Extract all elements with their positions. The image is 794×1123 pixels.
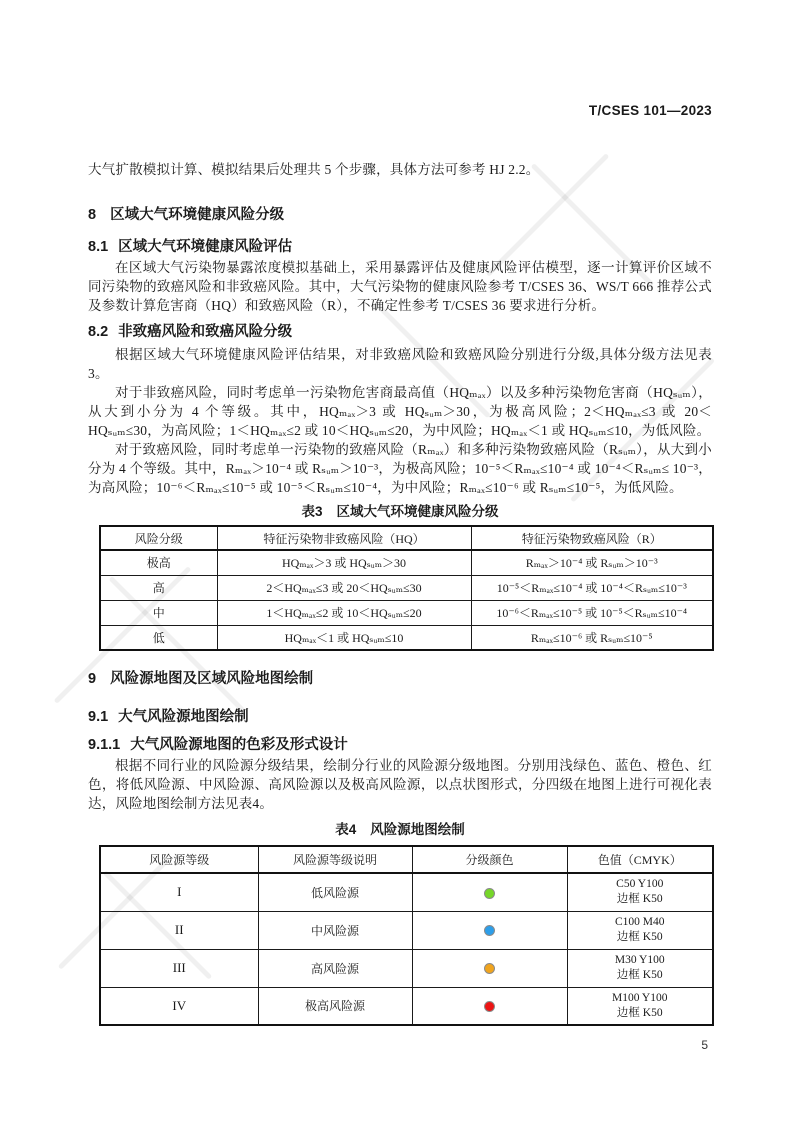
table-cell: 极高: [100, 550, 217, 575]
table3-label: 表3: [301, 504, 323, 519]
heading-section-9-1-1: [88, 735, 712, 755]
table-risk-source-map: [99, 845, 714, 1026]
section-number: 9.1: [88, 709, 109, 725]
color-cell: [412, 987, 567, 1025]
section-title: 风险源地图及区域风险地图绘制: [110, 671, 314, 687]
heading-section-9-1: [88, 707, 712, 727]
paragraph-8-2-3: 对于致癌风险，同时考虑单一污染物的致癌风险（Rₘₐₓ）和多种污染物致癌风险（Rₛᵤₘ），从大到小分为 4 个等级。其中，Rₘₐₓ＞10⁻⁴ 或 Rₛᵤₘ＞10⁻³，为极高风险；10⁻⁵＜Rₘₐₓ≤10⁻⁴ 或 10⁻⁴＜Rₛᵤₘ≤ 10⁻³，为高风险；10⁻⁶＜Rₘₐₓ≤10⁻⁵ 或 10⁻⁵＜Rₛᵤₘ≤10⁻⁴，为中风险；Rₘₐₓ≤10⁻⁶ 或 Rₛᵤₘ≤10⁻⁵，为低风险。: [88, 442, 712, 495]
column-header: 特征污染物非致癌风险（HQ）: [217, 526, 471, 550]
table-header-row: [100, 526, 713, 550]
table-cell: 低: [100, 625, 217, 650]
cmyk-value: C50 Y100: [616, 878, 664, 891]
section-number: 9.1.1: [88, 737, 121, 753]
table-cell: 2＜HQₘₐₓ≤3 或 20＜HQₛᵤₘ≤30: [217, 575, 471, 600]
column-header: 风险源等级说明: [258, 846, 412, 873]
column-header: 风险分级: [100, 526, 217, 550]
doc-number: T/CSES 101—2023: [588, 103, 712, 118]
table-cell: 中: [100, 600, 217, 625]
risk-level-1-dot-icon: [484, 888, 495, 899]
table-cell: 高: [100, 575, 217, 600]
paragraph-9-1-1: 根据不同行业的风险源分级结果，绘制分行业的风险源分级地图。分别用浅绿色、蓝色、橙色、红色，将低风险源、中风险源、高风险源以及极高风险源，以点状图形式，分四级在地图上进行可视化表达，风险地图绘制方法见表4。: [88, 758, 712, 811]
page-number: 5: [701, 1038, 708, 1052]
cmyk-border-value: 边框 K50: [616, 969, 663, 981]
table3-title: [88, 503, 712, 521]
table-cell: HQₘₐₓ＜1 或 HQₛᵤₘ≤10: [217, 625, 471, 650]
column-header: 分级颜色: [412, 846, 567, 873]
table-cell: Rₘₐₓ＞10⁻⁴ 或 Rₛᵤₘ＞10⁻³: [471, 550, 713, 575]
color-cell: [412, 873, 567, 911]
section-title: 大气风险源地图绘制: [118, 709, 249, 725]
cmyk-cell: [567, 987, 713, 1025]
column-header: 特征污染物致癌风险（R）: [471, 526, 713, 550]
table-row: [100, 911, 713, 949]
table-row: [100, 600, 713, 625]
table-header-row: [100, 846, 713, 873]
risk-level-3-dot-icon: [484, 963, 495, 974]
table4-label: 表4: [335, 822, 357, 837]
table-cell: 10⁻⁶＜Rₘₐₓ≤10⁻⁵ 或 10⁻⁵＜Rₛᵤₘ≤10⁻⁴: [471, 600, 713, 625]
cmyk-value: C100 M40: [614, 916, 665, 928]
intro-paragraph: 大气扩散模拟计算、模拟结果后处理共 5 个步骤，具体方法可参考 HJ 2.2。: [88, 162, 540, 177]
paragraph-8-1: 在区域大气污染物暴露浓度模拟基础上，采用暴露评估及健康风险评估模型，逐一计算评价区域不同污染物的致癌风险和非致癌风险。其中，大气污染物的健康风险参考 T/CSES 36、WS/T 666 推荐公式及参数计算危害商（HQ）和致癌风险（R），不确定性参考 T/CSES 36 要求进行分析。: [88, 260, 712, 313]
heading-section-8-1: [88, 237, 712, 257]
table3-caption: 区域大气环境健康风险分级: [336, 504, 499, 519]
column-header: 风险源等级: [100, 846, 258, 873]
section-number: 8.1: [88, 239, 109, 255]
risk-level-4-dot-icon: [484, 1001, 495, 1012]
cmyk-border-value: 边框 K50: [616, 893, 663, 906]
level-cell: II: [100, 911, 258, 949]
cmyk-value: M100 Y100: [612, 991, 668, 1004]
section-title: 区域大气环境健康风险分级: [110, 207, 285, 223]
level-cell: III: [100, 949, 258, 987]
level-cell: I: [100, 873, 258, 911]
table-row: [100, 625, 713, 650]
section-title: 非致癌风险和致癌风险分级: [118, 324, 293, 340]
table4-caption: 风险源地图绘制: [370, 822, 465, 837]
cmyk-value: M30 Y100: [614, 954, 665, 966]
section-number: 9: [88, 671, 97, 687]
section-title: 大气风险源地图的色彩及形式设计: [130, 737, 348, 753]
table-cell: 10⁻⁵＜Rₘₐₓ≤10⁻⁴ 或 10⁻⁴＜Rₛᵤₘ≤10⁻³: [471, 575, 713, 600]
paragraph-8-2-2: 对于非致癌风险，同时考虑单一污染物危害商最高值（HQₘₐₓ）以及多种污染物危害商（HQₛᵤₘ），从大到小分为 4 个等级。其中，HQₘₐₓ＞3 或 HQₛᵤₘ＞30，为极高风险；2＜HQₘₐₓ≤3 或 20＜HQₛᵤₘ≤30，为高风险；1＜HQₘₐₓ≤2 或 10＜HQₛᵤₘ≤20，为中风险；HQₘₐₓ＜1 或 HQₛᵤₘ≤10，为低风险。: [88, 385, 712, 438]
cmyk-border-value: 边框 K50: [616, 1006, 663, 1019]
heading-section-8: [88, 205, 712, 225]
desc-cell: 高风险源: [258, 949, 412, 987]
section-title: 区域大气环境健康风险评估: [118, 239, 293, 255]
paragraph-8-2-1: 根据区域大气环境健康风险评估结果，对非致癌风险和致癌风险分别进行分级,具体分级方法见表3。: [88, 347, 712, 381]
column-header: 色值（CMYK）: [567, 846, 713, 873]
cmyk-cell: [567, 873, 713, 911]
table-risk-grading: [99, 525, 714, 651]
section-number: 8: [88, 207, 97, 223]
cmyk-cell: [567, 911, 713, 949]
table-row: [100, 575, 713, 600]
table-row: [100, 987, 713, 1025]
table-cell: HQₘₐₓ＞3 或 HQₛᵤₘ＞30: [217, 550, 471, 575]
desc-cell: 极高风险源: [258, 987, 412, 1025]
risk-level-2-dot-icon: [484, 925, 495, 936]
cmyk-cell: [567, 949, 713, 987]
color-cell: [412, 911, 567, 949]
heading-section-9: [88, 669, 712, 689]
desc-cell: 低风险源: [258, 873, 412, 911]
color-cell: [412, 949, 567, 987]
cmyk-border-value: 边框 K50: [616, 931, 663, 943]
table-row: [100, 550, 713, 575]
table-cell: Rₘₐₓ≤10⁻⁶ 或 Rₛᵤₘ≤10⁻⁵: [471, 625, 713, 650]
level-cell: IV: [100, 987, 258, 1025]
desc-cell: 中风险源: [258, 911, 412, 949]
table4-title: [88, 821, 712, 839]
table-cell: 1＜HQₘₐₓ≤2 或 10＜HQₛᵤₘ≤20: [217, 600, 471, 625]
heading-section-8-2: [88, 322, 712, 342]
table-row: [100, 873, 713, 911]
section-number: 8.2: [88, 324, 109, 340]
table-row: [100, 949, 713, 987]
